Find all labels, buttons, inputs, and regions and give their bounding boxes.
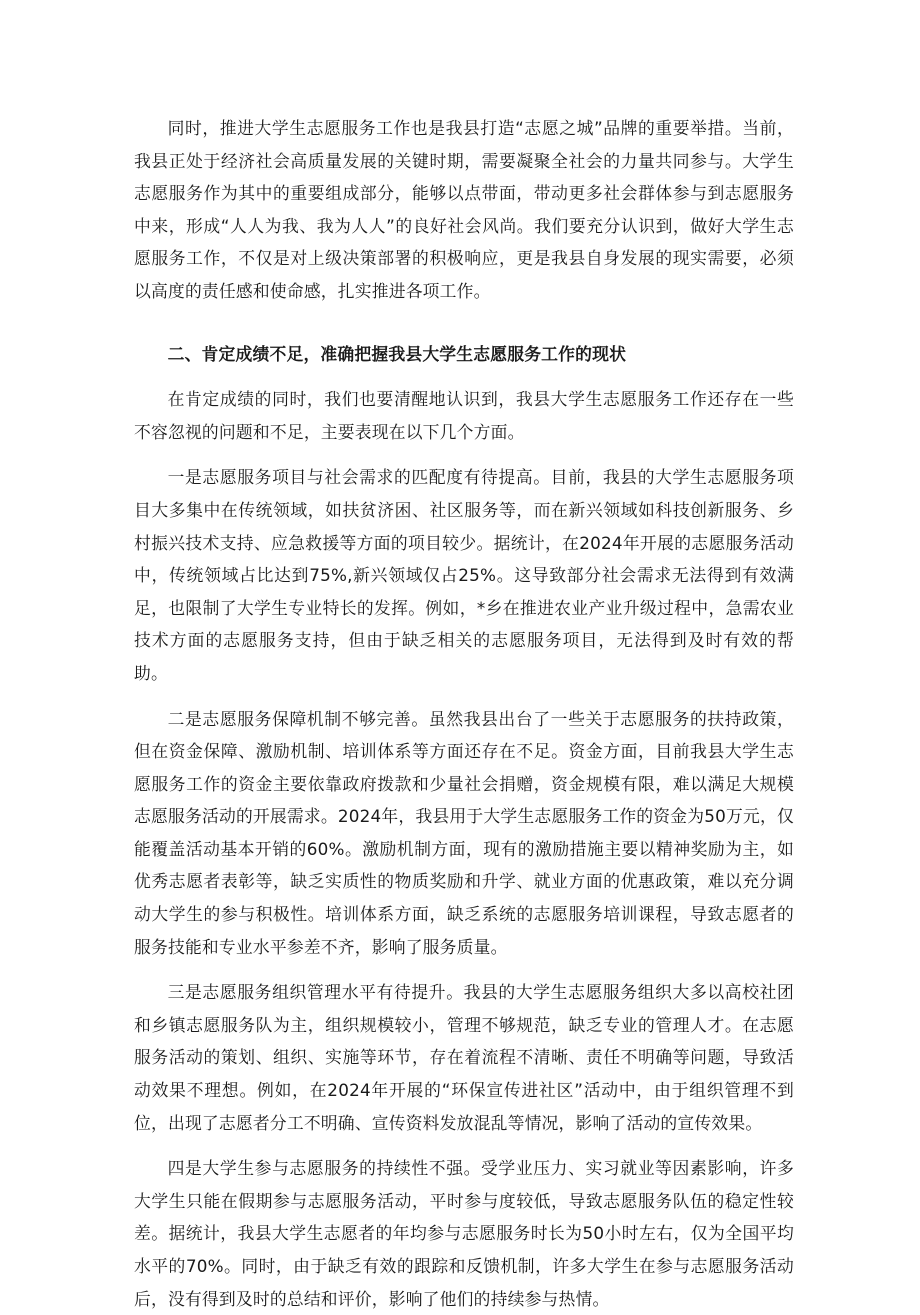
- paragraph-item-3: 三是志愿服务组织管理水平有待提升。我县的大学生志愿服务组织大多以高校社团和乡镇志愿服务队为主，组织规模较小，管理不够规范，缺乏专业的管理人才。在志愿服务活动的策划、组织、实施等环节，存在着流程不清晰、责任不明确等问题，导致活动效果不理想。例如，在2024年开展的“环保宣传进社区”活动中，由于组织管理不到位，出现了志愿者分工不明确、宣传资料发放混乱等情况，影响了活动的宣传效果。: [134, 982, 794, 1133]
- paragraph-intro: 在肯定成绩的同时，我们也要清醒地认识到，我县大学生志愿服务工作还存在一些不容忽视的问题和不足，主要表现在以下几个方面。: [134, 389, 794, 442]
- paragraph-significance: 同时，推进大学生志愿服务工作也是我县打造“志愿之城”品牌的重要举措。当前，我县正处于经济社会高质量发展的关键时期，需要凝聚全社会的力量共同参与。大学生志愿服务作为其中的重要组成部分，能够以点带面，带动更多社会群体参与到志愿服务中来，形成“人人为我、我为人人”的良好社会风尚。我们要充分认识到，做好大学生志愿服务工作，不仅是对上级决策部署的积极响应，更是我县自身发展的现实需要，必须以高度的责任感和使命感，扎实推进各项工作。: [134, 118, 794, 301]
- paragraph-item-1: 一是志愿服务项目与社会需求的匹配度有待提高。目前，我县的大学生志愿服务项目大多集中在传统领域，如扶贫济困、社区服务等，而在新兴领域如科技创新服务、乡村振兴技术支持、应急救援等方面的项目较少。据统计，在2024年开展的志愿服务活动中，传统领域占比达到75%,新兴领域仅占25%。这导致部分社会需求无法得到有效满足，也限制了大学生专业特长的发挥。例如，*乡在推进农业产业升级过程中，急需农业技术方面的志愿服务支持，但由于缺乏相关的志愿服务项目，无法得到及时有效的帮助。: [134, 467, 794, 683]
- paragraph-item-4: 四是大学生参与志愿服务的持续性不强。受学业压力、实习就业等因素影响，许多大学生只能在假期参与志愿服务活动，平时参与度较低，导致志愿服务队伍的稳定性较差。据统计，我县大学生志愿者的年均参与志愿服务时长为50小时左右，仅为全国平均水平的70%。同时，由于缺乏有效的跟踪和反馈机制，许多大学生在参与志愿服务活动后，没有得到及时的总结和评价，影响了他们的持续参与热情。: [134, 1158, 794, 1309]
- section-heading: 二、肯定成绩不足，准确把握我县大学生志愿服务工作的现状: [167, 343, 627, 364]
- document-body: [134, 112, 794, 1315]
- paragraph-item-2: 二是志愿服务保障机制不够完善。虽然我县出台了一些关于志愿服务的扶持政策，但在资金保障、激励机制、培训体系等方面还存在不足。资金方面，目前我县大学生志愿服务工作的资金主要依靠政府拨款和少量社会捐赠，资金规模有限，难以满足大规模志愿服务活动的开展需求。2024年，我县用于大学生志愿服务工作的资金为50万元，仅能覆盖活动基本开销的60%。激励机制方面，现有的激励措施主要以精神奖励为主，如优秀志愿者表彰等，缺乏实质性的物质奖励和升学、就业方面的优惠政策，难以充分调动大学生的参与积极性。培训体系方面，缺乏系统的志愿服务培训课程，导致志愿者的服务技能和专业水平参差不齐，影响了服务质量。: [134, 708, 794, 957]
